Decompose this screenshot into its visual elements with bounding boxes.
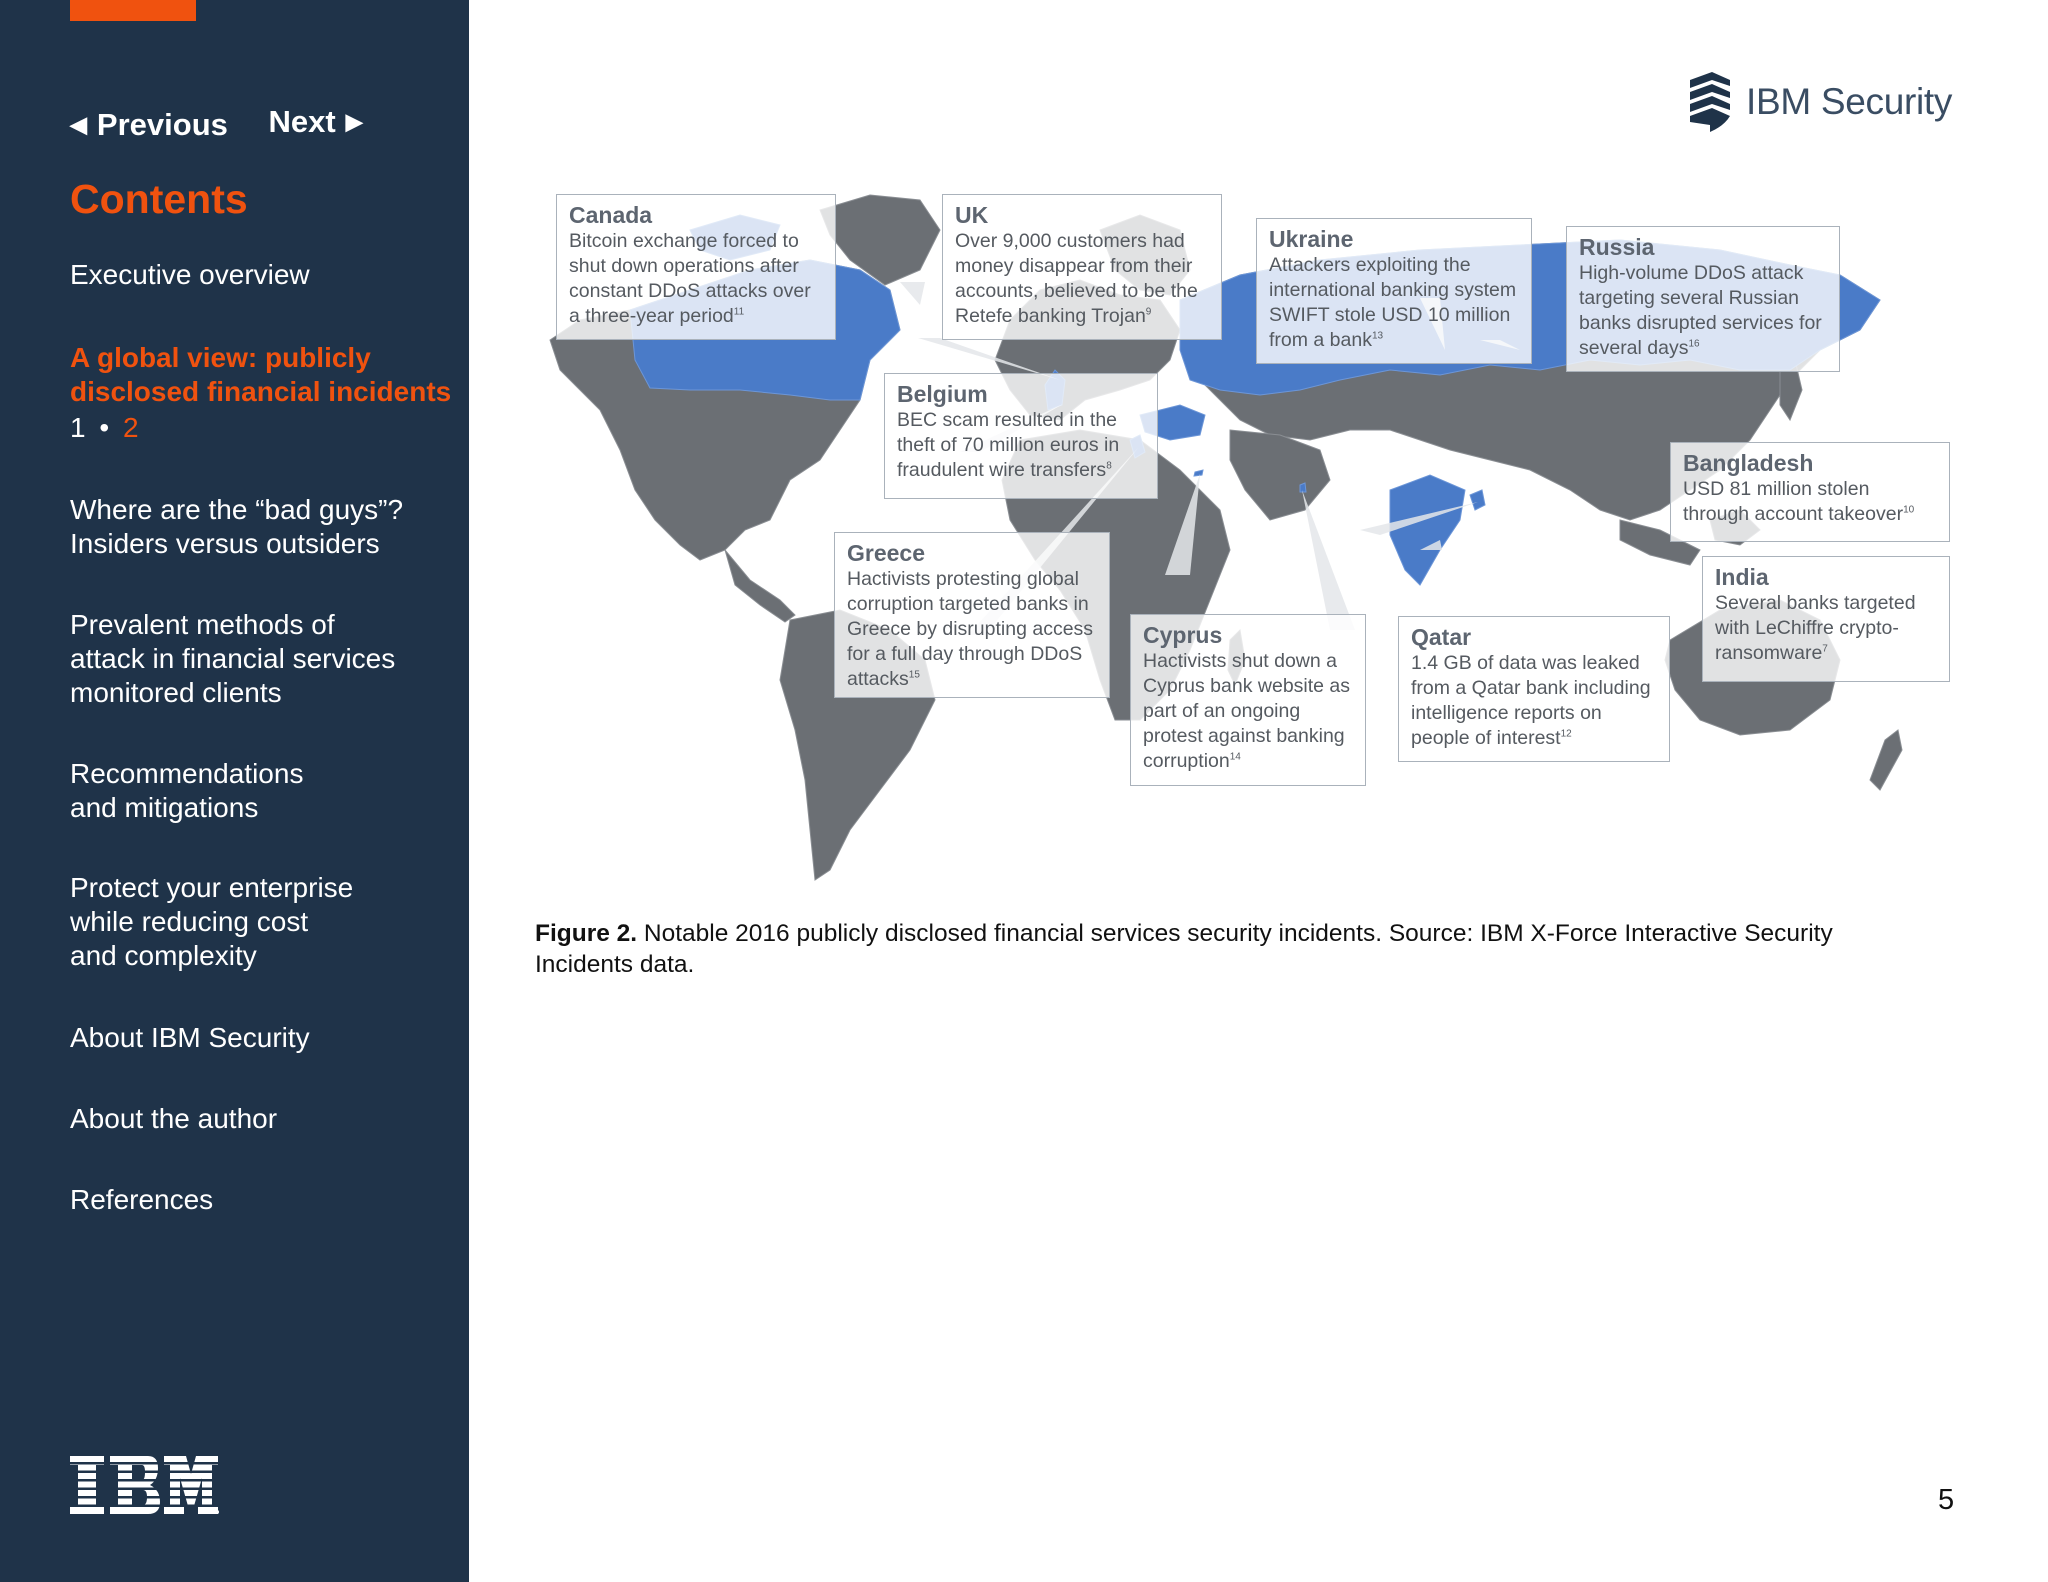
callout-body: Hactivists protesting global corruption targeted banks in Greece by disrupting access for a full day through DDoS attacks	[847, 568, 1094, 690]
toc-item-recommendations[interactable]	[70, 757, 303, 825]
callout-body: Several banks targeted with LeChiffre crypto-ransomware	[1715, 592, 1916, 664]
callout-title: India	[1715, 564, 1769, 590]
callout-india	[1702, 556, 1950, 682]
callout-title: Russia	[1579, 234, 1655, 260]
footnote-ref: 16	[1688, 338, 1700, 350]
callout-bangladesh	[1670, 442, 1950, 542]
section-pager	[70, 412, 139, 444]
callout-title: Cyprus	[1143, 622, 1223, 648]
callout-title: Ukraine	[1269, 226, 1354, 252]
callout-ukraine	[1256, 218, 1532, 364]
toc-line: monitored clients	[70, 677, 282, 708]
figure-caption-text: Notable 2016 publicly disclosed financial services security incidents. Source: IBM X-Force Interactive Security Incidents data.	[535, 920, 1833, 978]
callout-body: USD 81 million stolen through account takeover	[1683, 478, 1904, 525]
callout-body: BEC scam resulted in the theft of 70 million euros in fraudulent wire transfers	[897, 409, 1120, 481]
footnote-ref: 10	[1903, 504, 1915, 516]
figure-caption	[535, 918, 1835, 980]
callout-title: Bangladesh	[1683, 450, 1814, 476]
toc-line: and mitigations	[70, 792, 259, 823]
toc-item-global-view[interactable]	[70, 341, 451, 409]
callout-canada	[556, 194, 836, 340]
footnote-ref: 14	[1229, 751, 1241, 763]
toc-line: Prevalent methods of	[70, 609, 335, 640]
callout-body: Hactivists shut down a Cyprus bank website as part of an ongoing protest against banking corruption	[1143, 650, 1351, 772]
callout-title: Belgium	[897, 381, 988, 407]
previous-label: Previous	[96, 107, 228, 142]
toc-line: About IBM Security	[70, 1022, 310, 1053]
footnote-ref: 8	[1106, 460, 1112, 472]
ibm-logo	[70, 1456, 220, 1519]
toc-line: Executive overview	[70, 259, 310, 290]
callout-uk	[942, 194, 1222, 340]
toc-line: Insiders versus outsiders	[70, 528, 380, 559]
next-label: Next	[268, 104, 336, 139]
toc-item-references[interactable]	[70, 1183, 213, 1217]
sidebar	[0, 0, 469, 1582]
toc-line: Where are the “bad guys”?	[70, 494, 404, 525]
callout-title: UK	[955, 202, 989, 228]
callout-qatar	[1398, 616, 1670, 762]
page-number: 5	[1938, 1484, 1955, 1516]
callout-title: Greece	[847, 540, 926, 566]
footnote-ref: 13	[1371, 330, 1384, 342]
ibm-security-brand	[1684, 70, 1952, 134]
toc-line: while reducing cost	[70, 906, 309, 937]
callout-cyprus	[1130, 614, 1366, 786]
toc-line: attack in financial services	[70, 643, 396, 674]
previous-button[interactable]	[70, 107, 228, 143]
callout-title: Canada	[569, 202, 653, 228]
toc-item-methods-of-attack[interactable]	[70, 608, 395, 710]
figure-label: Figure 2.	[535, 920, 638, 947]
ibm-security-shield-icon	[1684, 70, 1734, 134]
callout-body: Over 9,000 customers had money disappear from their accounts, believed to be the Retefe banking Trojan	[955, 230, 1198, 327]
triangle-right-icon: ▶	[345, 109, 363, 134]
brand-text: IBM Security	[1746, 81, 1953, 122]
toc-item-bad-guys[interactable]	[70, 493, 403, 561]
footnote-ref: 9	[1145, 306, 1152, 318]
toc-item-about-author[interactable]	[70, 1102, 277, 1136]
toc-line: A global view: publicly	[70, 342, 371, 373]
toc-item-executive-overview[interactable]	[70, 258, 310, 292]
toc-item-protect-enterprise[interactable]	[70, 871, 353, 973]
callout-title: Qatar	[1411, 624, 1472, 650]
pager-page-1[interactable]: 1	[70, 412, 86, 443]
pager-separator: •	[99, 412, 110, 443]
triangle-left-icon: ◀	[70, 112, 87, 137]
callout-body: Bitcoin exchange forced to shut down operations after constant DDoS attacks over a three-year period	[569, 230, 811, 327]
callout-body: Attackers exploiting the international banking system SWIFT stole USD 10 million from a bank	[1269, 254, 1517, 351]
footnote-ref: 12	[1560, 728, 1572, 740]
callout-belgium	[884, 373, 1158, 499]
pager-page-2[interactable]: 2	[122, 412, 139, 443]
callout-body: High-volume DDoS attack targeting several Russian banks disrupted services for several days	[1579, 262, 1822, 359]
next-button[interactable]	[269, 104, 363, 140]
toc-line: About the author	[70, 1103, 278, 1134]
footnote-ref: 7	[1822, 643, 1828, 655]
toc-item-about-ibm-security[interactable]	[70, 1021, 310, 1055]
world-map-figure	[540, 190, 1960, 890]
toc-line: disclosed financial incidents	[70, 376, 452, 407]
top-accent-tab	[70, 0, 196, 21]
toc-line: References	[70, 1184, 214, 1215]
callout-body: 1.4 GB of data was leaked from a Qatar bank including intelligence reports on people of interest	[1411, 652, 1651, 749]
toc-line: and complexity	[70, 940, 257, 971]
toc-line: Recommendations	[70, 758, 304, 789]
toc-line: Protect your enterprise	[70, 872, 354, 903]
callout-russia	[1566, 226, 1840, 372]
footnote-ref: 11	[733, 306, 745, 318]
callout-greece	[834, 532, 1110, 698]
footnote-ref: 15	[908, 669, 920, 681]
contents-heading: Contents	[70, 176, 248, 222]
page-navigation	[70, 104, 363, 143]
